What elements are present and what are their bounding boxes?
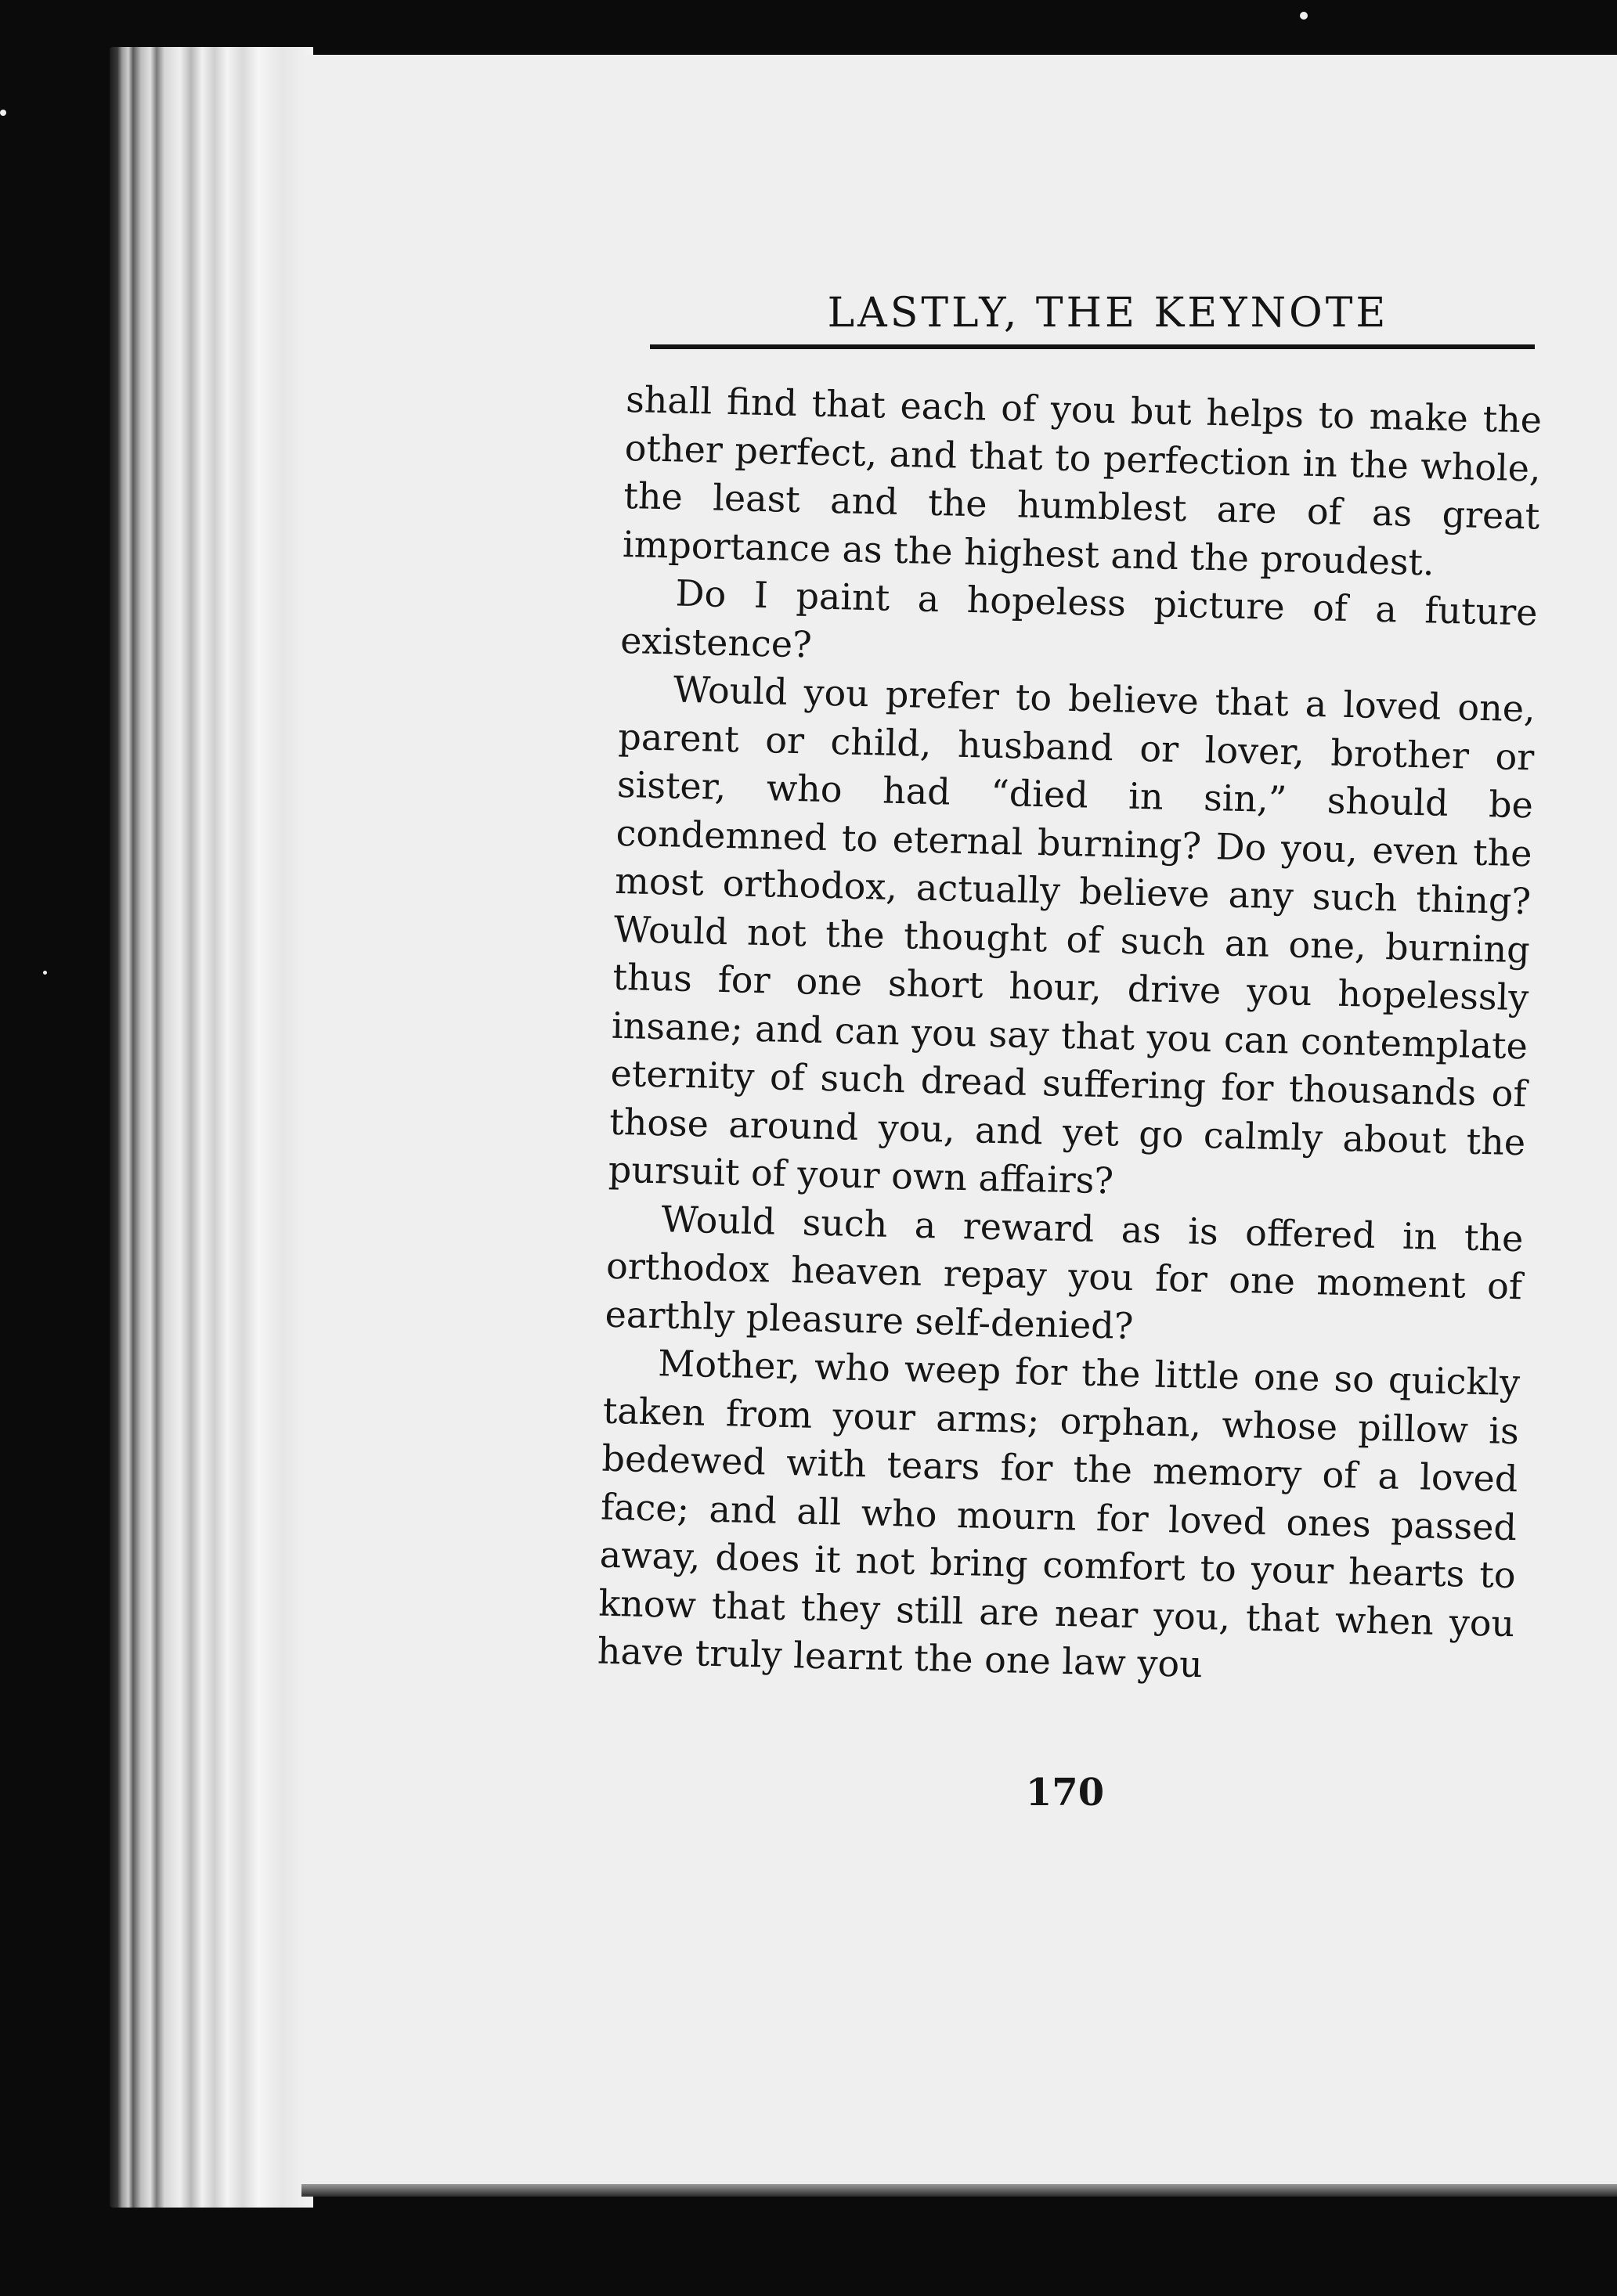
dust-speck — [43, 971, 47, 975]
dust-speck — [1300, 12, 1308, 20]
book-page-edges — [110, 47, 313, 2208]
paragraph-1: shall find that each of you but helps to make the other perfect, and that to perfection in the whole, the least and the humblest are of as great importance as the highest and the proudest. — [622, 377, 1543, 583]
body-text — [597, 376, 1542, 1696]
paragraph-5: Mother, who weep for the little one so quickly taken from your arms; orphan, whose pillow is bedewed with tears for the memory of a loved face; and all who mourn for loved ones passed away, does it not bring comfort to your hearts to know that they still are near you, that when you have truly learnt the one law you — [597, 1342, 1521, 1686]
page-header — [650, 282, 1535, 352]
running-head: LASTLY, THE KEYNOTE — [827, 290, 1389, 337]
page-number: 170 — [1025, 1771, 1105, 1815]
dust-speck — [0, 110, 6, 116]
paragraph-4: Would such a reward as is offered in the orthodox heaven repay you for one moment of earthly pleasure self-denied? — [605, 1197, 1524, 1347]
paragraph-3: Would you prefer to believe that a loved one, parent or child, husband or lover, brother or sister, who had “died in sin,” should be condemned to eternal burning? Do you, even the most orthodox, actually believe any such thing? Would not the thought of such an one, burning thus for one short hour, drive you hopelessly insane; and can you say that you can contemplate eternity of such dread suffering for thousands of those around you, and yet go calmly about the pursuit of your own affairs? — [608, 668, 1536, 1202]
paragraph-2: Do I paint a hopeless picture of a future existence? — [619, 571, 1539, 665]
header-rule — [650, 344, 1535, 349]
